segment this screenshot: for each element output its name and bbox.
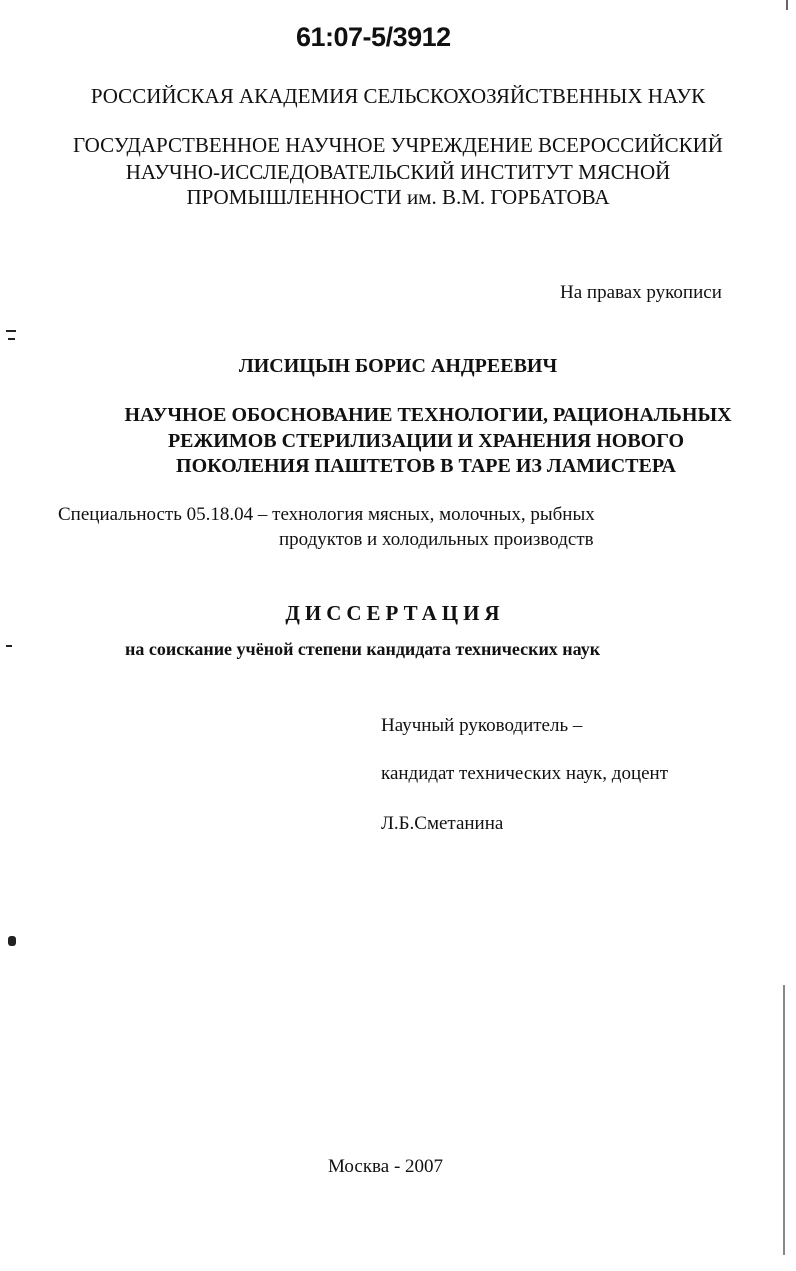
scan-mark-bottom-left bbox=[8, 936, 16, 946]
scan-mark-mid-left bbox=[6, 645, 12, 647]
specialty-line-2: продуктов и холодильных производств bbox=[279, 529, 594, 550]
academy-name: РОССИЙСКАЯ АКАДЕМИЯ СЕЛЬСКОХОЗЯЙСТВЕННЫХ НАУК bbox=[90, 84, 706, 108]
thesis-title-line-2: РЕЖИМОВ СТЕРИЛИЗАЦИИ И ХРАНЕНИЯ НОВОГО bbox=[167, 430, 685, 452]
author-name: ЛИСИЦЫН БОРИС АНДРЕЕВИЧ bbox=[238, 355, 558, 377]
supervisor-role: Научный руководитель – bbox=[381, 715, 583, 736]
supervisor-name: Л.Б.Сметанина bbox=[381, 813, 504, 834]
scan-mark-top-left-2 bbox=[8, 338, 15, 340]
supervisor-credentials: кандидат технических наук, доцент bbox=[381, 763, 669, 784]
document-type-heading: ДИССЕРТАЦИЯ bbox=[285, 601, 505, 625]
scan-edge-right bbox=[783, 985, 785, 1255]
institution-line-3: ПРОМЫШЛЕННОСТИ им. В.М. ГОРБАТОВА bbox=[186, 185, 610, 209]
scan-edge-top-right bbox=[786, 0, 788, 10]
degree-statement: на соискание учёной степени кандидата технических наук bbox=[125, 639, 601, 659]
catalog-number: 61:07-5/3912 bbox=[296, 22, 451, 52]
thesis-title-line-3: ПОКОЛЕНИЯ ПАШТЕТОВ В ТАРЕ ИЗ ЛАМИСТЕРА bbox=[176, 455, 676, 477]
specialty-line-1: Специальность 05.18.04 – технология мясных, молочных, рыбных bbox=[58, 504, 595, 525]
scan-mark-top-left bbox=[6, 330, 16, 332]
city-year: Москва - 2007 bbox=[328, 1156, 444, 1177]
institution-line-2: НАУЧНО-ИССЛЕДОВАТЕЛЬСКИЙ ИНСТИТУТ МЯСНОЙ bbox=[125, 160, 671, 184]
thesis-title-line-1: НАУЧНОЕ ОБОСНОВАНИЕ ТЕХНОЛОГИИ, РАЦИОНАЛЬНЫХ bbox=[124, 404, 732, 426]
institution-line-1: ГОСУДАРСТВЕННОЕ НАУЧНОЕ УЧРЕЖДЕНИЕ ВСЕРОССИЙСКИЙ bbox=[73, 133, 723, 157]
manuscript-rights-note: На правах рукописи bbox=[560, 282, 722, 303]
